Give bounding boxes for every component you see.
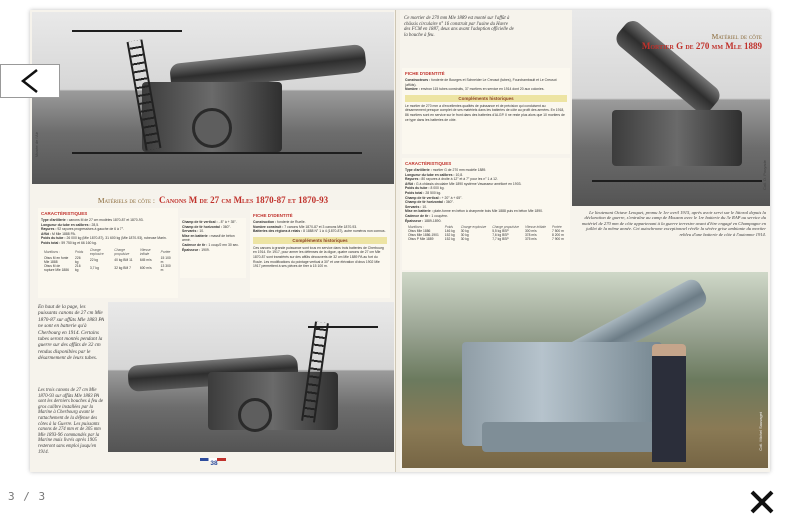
middle-specs-box <box>180 218 246 278</box>
table-header: Charge propulsive <box>114 247 130 256</box>
caption-bottom-left: Les trois canons de 27 cm Mle 1870-93 sur affûts Mle 1883 PA sont les derniers bouches à feu de gros calibre installées par la Marine à Cherbourg avant le rattachement de la défense des côtes à la Guerre. Les puissants canons de 274 mm et de 305 mm Mle 1893-96 commandés par la Marine mais livrés après 1905 resteront sans emploi jusqu'en 1914. <box>38 388 104 455</box>
table-cell: 15 100 m <box>160 255 171 264</box>
char-value: 1889-1890. <box>424 218 442 223</box>
char-label: Poids du tube : <box>405 186 430 191</box>
close-icon <box>748 488 776 516</box>
char-label: Poids total : <box>405 190 425 195</box>
char-line <box>41 241 175 246</box>
table-cell: 30 kg <box>460 229 469 234</box>
characteristics-heading: CARACTÉRISTIQUES <box>41 211 88 216</box>
char-value: G à châssis circulaire Mle 1890 système Vavasseur amélioré en 1903. <box>415 181 522 186</box>
fiche-value: fonderie de Bourges et Schneider Le Creusot (tubes), Fourchambault et Le Creusot (affûts). <box>405 78 557 87</box>
table-cell: 13 300 m <box>160 263 171 272</box>
table-cell: 8 200 m <box>551 233 564 238</box>
title-small: Matériel de côte <box>711 32 762 41</box>
spec-value: 1909. <box>201 247 210 252</box>
char-value: 28 500 kg. <box>425 190 442 195</box>
table-cell: 152 kg <box>444 233 455 238</box>
fiche-label: Batteries des régions à relais : <box>253 229 303 234</box>
top-gun-photo <box>32 12 394 184</box>
complements-text: Ces canons à grande puissance sont tous en service dans trois batteries de Cherbourg en 1914. En 1917, pour armer les défenses de la digue, quatre canons de 27 cm Mle 1870-87 sont transférés sur des affûts découverts de 32 cm Mle 1889 PA au fort du Roule. Les modifications du pointage vertical à 30° et une élévation d'obus 1902 Mle 1917 permettent à ses pièces de tirer à 15 100 m. <box>253 245 384 269</box>
fiche-value: 7 canons Mle 1870-87 et 3 canons Mle 1870-93. <box>284 224 358 229</box>
char-value: M Mle 1888 PA. <box>51 231 76 236</box>
char-value: 28,5. <box>91 222 100 227</box>
soldier-figure <box>652 344 686 462</box>
spec-label: Champ de tir vertical : <box>182 220 218 224</box>
table-cell: 5,5 kg BSP <box>492 229 509 234</box>
table-header: Poids <box>75 249 84 254</box>
char-value: plate-forme en béton à charpente bois Mle 1888 puis en béton Mle 1890. <box>433 209 543 214</box>
fiche-line <box>405 87 567 92</box>
fiche-value: fonderie de Ruelle. <box>277 220 306 224</box>
table-cell: Obus M de rupture Mle 1886 <box>44 263 69 272</box>
spec-line <box>182 248 244 253</box>
table-header: Portée <box>160 249 171 254</box>
spec-value: 1 coup/2 mn 30 sec. <box>208 242 239 247</box>
fiche-identite-box <box>250 210 390 298</box>
table-cell: Obus P Mle 1889 <box>408 237 434 242</box>
char-value: 26 000 kg (Mle 1870-87), 31 600 kg (Mle 1870-93), rubeuse Marin. <box>66 236 167 241</box>
char-value: 8 000 kg. <box>430 186 445 191</box>
table-cell: Obus Mle 1886 <box>408 229 431 234</box>
complements-heading: Compléments historiques <box>253 237 387 244</box>
spec-value: massif de béton armé. <box>182 233 235 243</box>
spec-value: 10. <box>199 229 205 234</box>
table-header: Munitions : <box>408 225 424 230</box>
complements-text: Le mortier de 270 mm a d'excellentes qualités de puissance et de précision qui conduisent au désarmement presque complet de ses matériels dans les batteries de côte au profit des armées. En 1918, 86 mortiers sont en service sur le front dans des batteries d'ALGP. Il ne reste plus alors que 10 mortiers de ce type dans les batteries de côte. <box>405 103 565 122</box>
lieutenant-caption: Le lieutenant Octave Lenquet, promu le 1er avril 1915, après avoir servi sur le littoral depuis la déclaration de guerre, s'entraîne au camp de Mouzon avec le 1re batterie du 3e RAP au service du matériel de 270 mm de côte appartenant à la guerre terrestre avant d'être engagé en Champagne en juillet de la même année. Cet autochrome exceptionnel révèle la sévère grise ambiante du mortier rebleu d'une batterie de côte à l'automne 1914. <box>581 210 766 237</box>
table-cell: 7 900 m <box>551 237 564 242</box>
char-value: + 20° à + 65°. <box>441 195 463 200</box>
char-label: Type d'artillerie : <box>41 218 68 222</box>
page-number-text: 38 <box>210 460 218 467</box>
table-header: Charge explosive <box>89 247 104 256</box>
munitions-table <box>405 225 567 241</box>
table-cell: 22 kg <box>89 257 98 262</box>
fiche-value: environ 115 tubes construits, 37 mortiers en service en 1914 dont 20 aux colonies. <box>420 87 545 92</box>
table-cell: 600 m/s <box>139 265 152 270</box>
table-cell: 30 kg <box>460 237 469 242</box>
char-label: Affût : <box>41 231 51 236</box>
chevron-left-icon <box>19 68 41 94</box>
spec-label: Champ de tir horizontal : <box>182 224 222 229</box>
mortier-base <box>592 180 762 182</box>
gun-railing <box>72 30 182 32</box>
char-label: Épaisseur : <box>405 218 424 223</box>
title-big: Canons M de 27 cm Mles 1870-87 et 1870-93 <box>158 195 329 205</box>
table-cell: 375 m/s <box>524 237 537 242</box>
gun-wheel <box>238 398 272 432</box>
photo-credit-vertical: Coll. D. Pouyade <box>762 160 767 191</box>
table-cell: 146 kg <box>444 229 455 234</box>
fiche-line <box>405 78 567 87</box>
table-cell: 300 m/s <box>524 229 537 234</box>
table-cell: Obus M en fonte Mle 1888 <box>44 255 69 264</box>
char-label: Poids du tube : <box>41 236 66 241</box>
table-header: Vitesse initiale <box>524 225 546 230</box>
spec-value: - 8° à + 35°. <box>218 220 237 224</box>
gun-wheel <box>192 108 232 148</box>
table-cell: Obus Mle 1886-1901 <box>408 233 439 238</box>
char-label: Poids total : <box>41 240 61 245</box>
table-cell: 3,7 kg <box>89 265 99 270</box>
table-header: Portée <box>551 225 562 230</box>
table-header: Charge explosive <box>460 225 487 230</box>
table-cell: 378 m/s <box>524 233 537 238</box>
fiche-value: 8 1888 N° 1 à 4 (1870-87), autre numéros non connus. <box>303 229 386 234</box>
char-value: 360°. <box>445 200 454 205</box>
page-counter: 3 / 3 <box>8 490 47 503</box>
char-label: Type d'artillerie : <box>405 168 432 172</box>
bottom-gun-photo <box>108 302 394 452</box>
table-cell: 645 m/s <box>139 257 152 262</box>
char-label: Affût : <box>405 181 415 186</box>
autochrome-photo <box>402 272 768 468</box>
mortier-fiche-box <box>402 68 570 154</box>
previous-page-button[interactable] <box>0 64 60 98</box>
right-page-title <box>618 32 762 51</box>
char-value: 92 rayures progressives à gauche de 6 à 7°. <box>57 227 124 232</box>
char-value: 10,8. <box>455 172 464 177</box>
spec-value: 360°. <box>222 224 231 229</box>
char-value: mortier G de 270 mm modèle 1889. <box>432 168 487 172</box>
characteristics-heading: CARACTÉRISTIQUES <box>405 161 452 166</box>
table-header: Charge propulsive <box>492 225 519 230</box>
photo-credit-vertical: Coll. Michel Sauvaget <box>758 412 763 451</box>
table-cell: 30 kg <box>460 233 469 238</box>
autochrome-base <box>482 422 662 452</box>
title-big: Mortier G de 270 mm Mle 1889 <box>641 41 762 51</box>
photo-caption-vertical: Musée de l'Air <box>34 132 39 158</box>
title-small: Matériels de côte : <box>97 196 155 205</box>
page-number <box>192 458 236 470</box>
table-cell: 32 kg BM 7 <box>114 265 131 270</box>
table-header: Poids <box>444 225 454 230</box>
char-value: 59 750 kg et 66 160 kg. <box>61 240 97 245</box>
gun-railing <box>308 326 378 328</box>
char-label: Servants : <box>405 204 422 209</box>
table-header-row <box>41 248 175 256</box>
char-label: Champ de tir vertical : <box>405 195 441 200</box>
right-page <box>400 10 770 472</box>
characteristics-box <box>38 208 178 298</box>
gun-platform-edge <box>72 152 362 154</box>
char-label: Rayures : <box>405 177 421 182</box>
spec-label: Mise en batterie : <box>182 233 210 238</box>
fiche-label: Constructeurs : <box>405 78 431 82</box>
mortier-characteristics-box <box>402 158 570 270</box>
char-label: Longueur du tube en calibres : <box>405 172 455 177</box>
close-button[interactable] <box>748 488 776 516</box>
char-value: 80 rayures à droite à 12° et à 7° pour les n° 1 à 12. <box>421 177 498 182</box>
table-cell: 7 500 m <box>551 229 564 234</box>
mortier-mount <box>612 110 742 166</box>
table-cell: 7,6 kg BSP <box>492 233 509 238</box>
mortier-intro-caption: Ce mortier de 270 mm Mle 1889 est monté sur l'affût à châssis circulaire n° 16 construit par l'usine du Havre des FCM en 1887, deux ans avant l'adoption officielle de la bouche à feu. <box>404 16 514 38</box>
table-row <box>41 264 175 272</box>
fiche-heading: FICHE D'IDENTITÉ <box>405 71 445 76</box>
munitions-table <box>41 248 175 272</box>
spec-label: Cadence de tir : <box>182 242 208 247</box>
char-value: 10. <box>422 204 428 209</box>
char-value: canons M de 27 cm modèles 1870-87 et 1870-93. <box>68 218 144 222</box>
char-label: Rayures : <box>41 227 57 232</box>
char-label: Mise en batterie : <box>405 209 433 214</box>
fiche-label: Construction : <box>253 220 277 224</box>
char-label: Cadence de tir : <box>405 213 431 218</box>
complements-heading: Compléments historiques <box>405 95 567 102</box>
char-label: Longueur du tube en calibres : <box>41 222 91 227</box>
left-page-title <box>40 190 386 208</box>
fiche-line <box>253 229 387 234</box>
fiche-heading: FICHE D'IDENTITÉ <box>253 213 293 218</box>
table-row <box>41 256 175 264</box>
table-row <box>405 237 567 241</box>
char-line <box>405 219 567 224</box>
spec-line <box>182 234 244 243</box>
table-cell: 7,7 kg BSP <box>492 237 509 242</box>
spec-label: Épaisseur : <box>182 247 201 252</box>
table-cell: 216 kg <box>75 263 81 272</box>
magazine-spread <box>30 10 770 472</box>
fiche-label: Nombre construit : <box>253 224 284 229</box>
spec-label: Servants : <box>182 229 199 234</box>
table-cell: 226 kg <box>75 255 81 264</box>
table-header: Munitions : <box>44 249 60 254</box>
left-page <box>30 10 396 472</box>
caption-top-left: En haut de la page, les puissants canons de 27 cm Mle 1870-87 sur affûts Mle 1883 PA ne sont en batterie qu'à Cherbourg en 1914. Certains tubes seront montés pendant la guerre sur des affûts de 32 cm rendus disponibles par le désarmement de leurs tubes. <box>38 304 104 362</box>
table-header: Vitesse initiale <box>139 247 151 256</box>
char-value: 1 coup/mn. <box>431 213 449 218</box>
char-label: Champ de tir horizontal : <box>405 200 445 205</box>
table-cell: 40 kg BM 11 <box>114 257 133 262</box>
fiche-label: Nombre : <box>405 87 420 92</box>
table-cell: 152 kg <box>444 237 455 242</box>
